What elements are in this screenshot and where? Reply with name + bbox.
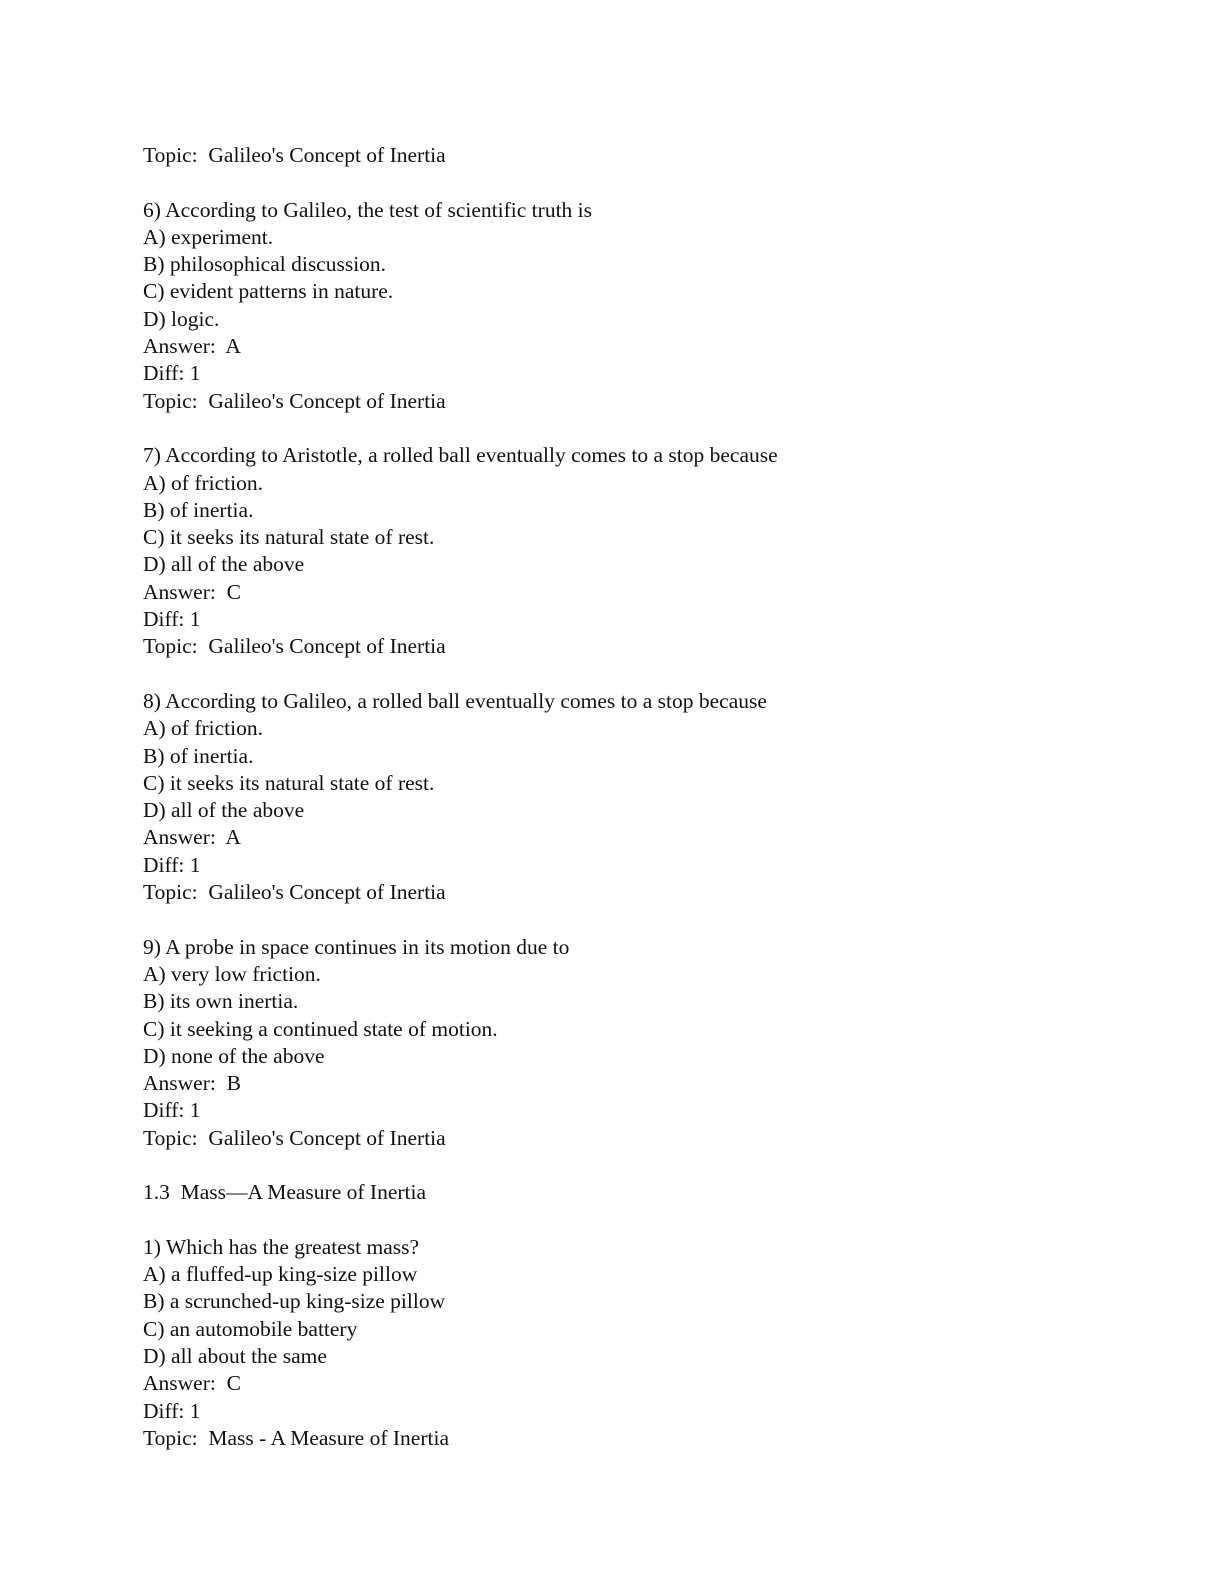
diff-line: Diff: 1 — [143, 1398, 201, 1423]
answer-line: Answer: A — [143, 334, 241, 359]
choice-b: B) of inertia. — [143, 497, 254, 522]
answer-line: Answer: C — [143, 579, 241, 604]
question-block — [143, 688, 1143, 906]
lead-topic: Topic: Galileo's Concept of Inertia — [143, 143, 446, 167]
choice-c: C) an automobile battery — [143, 1316, 358, 1341]
choice-c: C) evident patterns in nature. — [143, 279, 394, 304]
choice-a: A) very low friction. — [143, 961, 321, 986]
topic-line: Topic: Galileo's Concept of Inertia — [143, 634, 446, 659]
choice-b: B) of inertia. — [143, 743, 254, 768]
choice-d: D) all of the above — [143, 552, 305, 577]
answer-line: Answer: A — [143, 825, 241, 850]
question-text: 8) According to Galileo, a rolled ball eventually comes to a stop because — [143, 688, 767, 713]
topic-line: Topic: Galileo's Concept of Inertia — [143, 880, 446, 905]
topic-line: Topic: Galileo's Concept of Inertia — [143, 388, 446, 413]
diff-line: Diff: 1 — [143, 852, 201, 877]
choice-a: A) of friction. — [143, 470, 264, 495]
answer-line: Answer: B — [143, 1071, 241, 1096]
choice-c: C) it seeks its natural state of rest. — [143, 770, 435, 795]
spacer — [143, 169, 1143, 196]
question-block — [143, 442, 1143, 660]
choice-b: B) its own inertia. — [143, 989, 299, 1014]
spacer — [143, 415, 1143, 442]
choice-d: D) logic. — [143, 306, 220, 331]
spacer — [143, 1152, 1143, 1179]
section-heading: 1.3 Mass—A Measure of Inertia — [143, 1180, 427, 1205]
choice-a: A) a fluffed-up king-size pillow — [143, 1262, 418, 1287]
choice-b: B) philosophical discussion. — [143, 252, 387, 277]
choice-d: D) none of the above — [143, 1043, 325, 1068]
topic-line: Topic: Galileo's Concept of Inertia — [143, 1125, 446, 1150]
question-block — [143, 1234, 1143, 1452]
question-text: 6) According to Galileo, the test of scientific truth is — [143, 197, 593, 222]
choice-d: D) all of the above — [143, 798, 305, 823]
choice-a: A) experiment. — [143, 224, 274, 249]
spacer — [143, 906, 1143, 933]
choice-a: A) of friction. — [143, 716, 264, 741]
choice-d: D) all about the same — [143, 1344, 327, 1369]
choice-c: C) it seeks its natural state of rest. — [143, 525, 435, 550]
question-text: 1) Which has the greatest mass? — [143, 1234, 420, 1259]
spacer — [143, 1207, 1143, 1234]
question-block — [143, 197, 1143, 415]
question-text: 9) A probe in space continues in its motion due to — [143, 934, 570, 959]
diff-line: Diff: 1 — [143, 361, 201, 386]
diff-line: Diff: 1 — [143, 607, 201, 632]
spacer — [143, 661, 1143, 688]
choice-c: C) it seeking a continued state of motion. — [143, 1016, 498, 1041]
question-text: 7) According to Aristotle, a rolled ball eventually comes to a stop because — [143, 443, 778, 468]
document-page — [143, 142, 1143, 1452]
diff-line: Diff: 1 — [143, 1098, 201, 1123]
choice-b: B) a scrunched-up king-size pillow — [143, 1289, 446, 1314]
question-block — [143, 934, 1143, 1152]
topic-line: Topic: Mass - A Measure of Inertia — [143, 1425, 449, 1450]
answer-line: Answer: C — [143, 1371, 241, 1396]
